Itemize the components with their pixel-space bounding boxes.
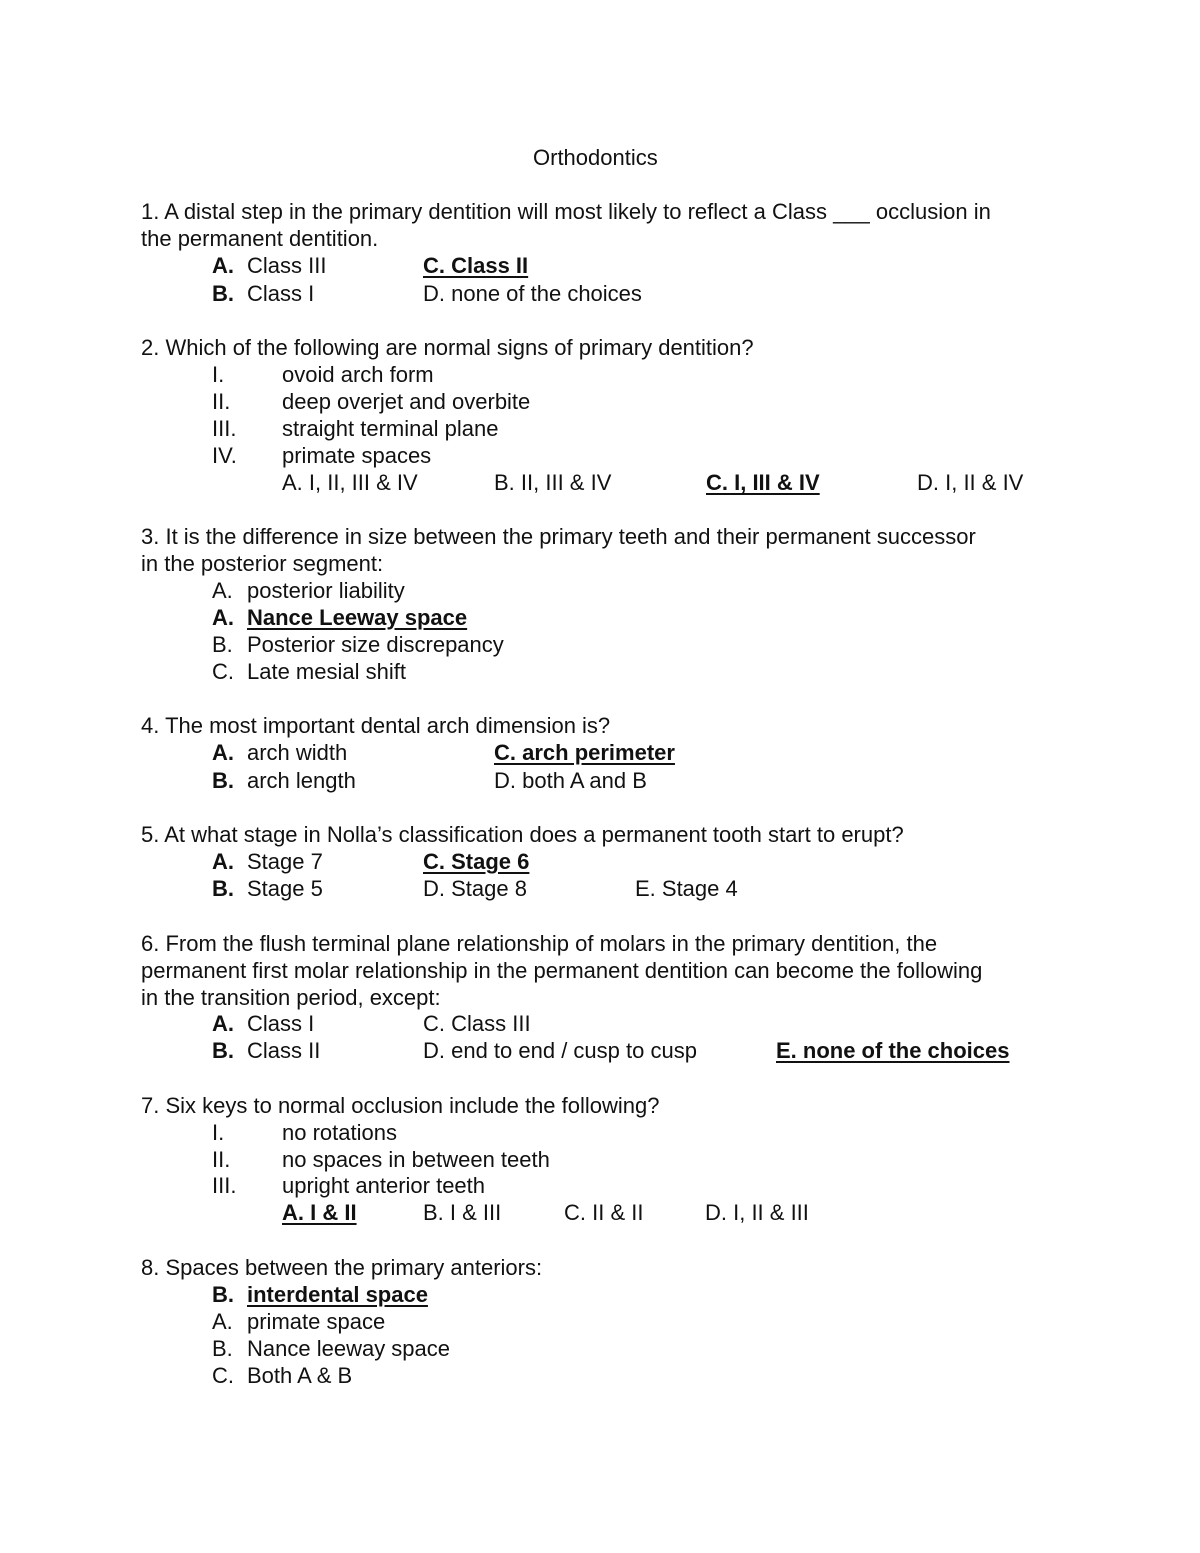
option-letter: C. (212, 659, 234, 684)
q2-option-d: D. I, II & IV (917, 470, 1024, 495)
q3-stem-line2: in the posterior segment: (141, 551, 384, 576)
q8-option-4 (212, 1363, 352, 1389)
option-letter: A. (212, 849, 234, 874)
q7-item-num: II. (212, 1147, 231, 1172)
option-text: Nance Leeway space (247, 605, 468, 630)
q2-item-num: IV. (212, 443, 237, 468)
q7-option-b: B. I & III (423, 1200, 502, 1225)
q7-item-text: upright anterior teeth (282, 1173, 486, 1198)
q7-item-text: no rotations (282, 1120, 397, 1145)
q4-option-b (212, 768, 356, 794)
q8-option-3 (212, 1336, 450, 1362)
option-text: posterior liability (247, 578, 405, 603)
q4-option-c-answer: C. arch perimeter (494, 740, 675, 765)
q8-option-2 (212, 1309, 385, 1335)
q8-stem: 8. Spaces between the primary anteriors: (141, 1255, 543, 1280)
q3-option-2-answer (212, 605, 467, 631)
q7-item-num: III. (212, 1173, 237, 1198)
option-text: Both A & B (247, 1363, 353, 1388)
q2-item-text: deep overjet and overbite (282, 389, 531, 414)
option-letter: A. (212, 1309, 233, 1334)
q7-item-num: I. (212, 1120, 225, 1145)
q6-option-b (212, 1038, 320, 1064)
q2-option-c-answer: C. I, III & IV (706, 470, 820, 495)
option-text: arch length (247, 768, 356, 793)
q2-item-num: II. (212, 389, 231, 414)
q2-item-num: I. (212, 362, 225, 387)
option-text: Class I (247, 281, 315, 306)
q1-stem-line2: the permanent dentition. (141, 226, 379, 251)
q2-stem: 2. Which of the following are normal signs of primary dentition? (141, 335, 754, 360)
q7-option-c: C. II & II (564, 1200, 644, 1225)
document-title: Orthodontics (533, 145, 658, 170)
option-text: Class II (247, 1038, 321, 1063)
q6-option-e-answer: E. none of the choices (776, 1038, 1010, 1063)
q4-stem: 4. The most important dental arch dimension is? (141, 713, 611, 738)
option-text: Posterior size discrepancy (247, 632, 504, 657)
option-letter: A. (212, 1011, 234, 1036)
option-letter: B. (212, 281, 234, 306)
option-text: interdental space (247, 1282, 428, 1307)
option-letter: B. (212, 1282, 234, 1307)
q6-stem-line1: 6. From the flush terminal plane relationship of molars in the primary dentition, the (141, 931, 938, 956)
option-letter: B. (212, 768, 234, 793)
q2-option-b: B. II, III & IV (494, 470, 612, 495)
option-text: Nance leeway space (247, 1336, 451, 1361)
q7-stem: 7. Six keys to normal occlusion include the following? (141, 1093, 660, 1118)
q2-option-a: A. I, II, III & IV (282, 470, 418, 495)
q5-stem: 5. At what stage in Nolla’s classification does a permanent tooth start to erupt? (141, 822, 904, 847)
q2-item-text: primate spaces (282, 443, 432, 468)
option-text: arch width (247, 740, 348, 765)
option-letter: B. (212, 1336, 233, 1361)
q5-option-d: D. Stage 8 (423, 876, 527, 901)
q1-stem-line1: 1. A distal step in the primary dentition will most likely to reflect a Class ___ occlusion in (141, 199, 991, 224)
q7-option-a-answer: A. I & II (282, 1200, 357, 1225)
option-letter: B. (212, 1038, 234, 1063)
q7-item-text: no spaces in between teeth (282, 1147, 550, 1172)
q6-option-c: C. Class III (423, 1011, 531, 1036)
q2-item-text: straight terminal plane (282, 416, 499, 441)
q8-option-1-answer (212, 1282, 428, 1308)
option-letter: A. (212, 740, 234, 765)
q5-option-a (212, 849, 323, 875)
q3-option-1 (212, 578, 405, 604)
q3-option-3 (212, 632, 504, 658)
q5-option-b (212, 876, 323, 902)
option-text: Stage 5 (247, 876, 323, 901)
q6-option-a (212, 1011, 314, 1037)
q6-stem-line2: permanent first molar relationship in the permanent dentition can become the following (141, 958, 983, 983)
q4-option-d: D. both A and B (494, 768, 647, 793)
option-letter: A. (212, 605, 234, 630)
q3-option-4 (212, 659, 406, 685)
q4-option-a (212, 740, 347, 766)
option-text: Class I (247, 1011, 315, 1036)
q2-item-text: ovoid arch form (282, 362, 434, 387)
q1-option-b (212, 281, 314, 307)
option-letter: B. (212, 632, 233, 657)
q1-option-d: D. none of the choices (423, 281, 642, 306)
q6-option-d: D. end to end / cusp to cusp (423, 1038, 697, 1063)
option-letter: A. (212, 253, 234, 278)
option-text: Class III (247, 253, 327, 278)
q1-option-c-answer: C. Class II (423, 253, 529, 278)
option-text: Late mesial shift (247, 659, 406, 684)
q3-stem-line1: 3. It is the difference in size between the primary teeth and their permanent successor (141, 524, 976, 549)
q6-stem-line3: in the transition period, except: (141, 985, 441, 1010)
q7-option-d: D. I, II & III (705, 1200, 809, 1225)
option-letter: C. (212, 1363, 234, 1388)
q1-option-a (212, 253, 326, 279)
q5-option-e: E. Stage 4 (635, 876, 738, 901)
option-letter: A. (212, 578, 233, 603)
option-text: Stage 7 (247, 849, 323, 874)
option-text: primate space (247, 1309, 386, 1334)
q5-option-c-answer: C. Stage 6 (423, 849, 530, 874)
option-letter: B. (212, 876, 234, 901)
q2-item-num: III. (212, 416, 237, 441)
